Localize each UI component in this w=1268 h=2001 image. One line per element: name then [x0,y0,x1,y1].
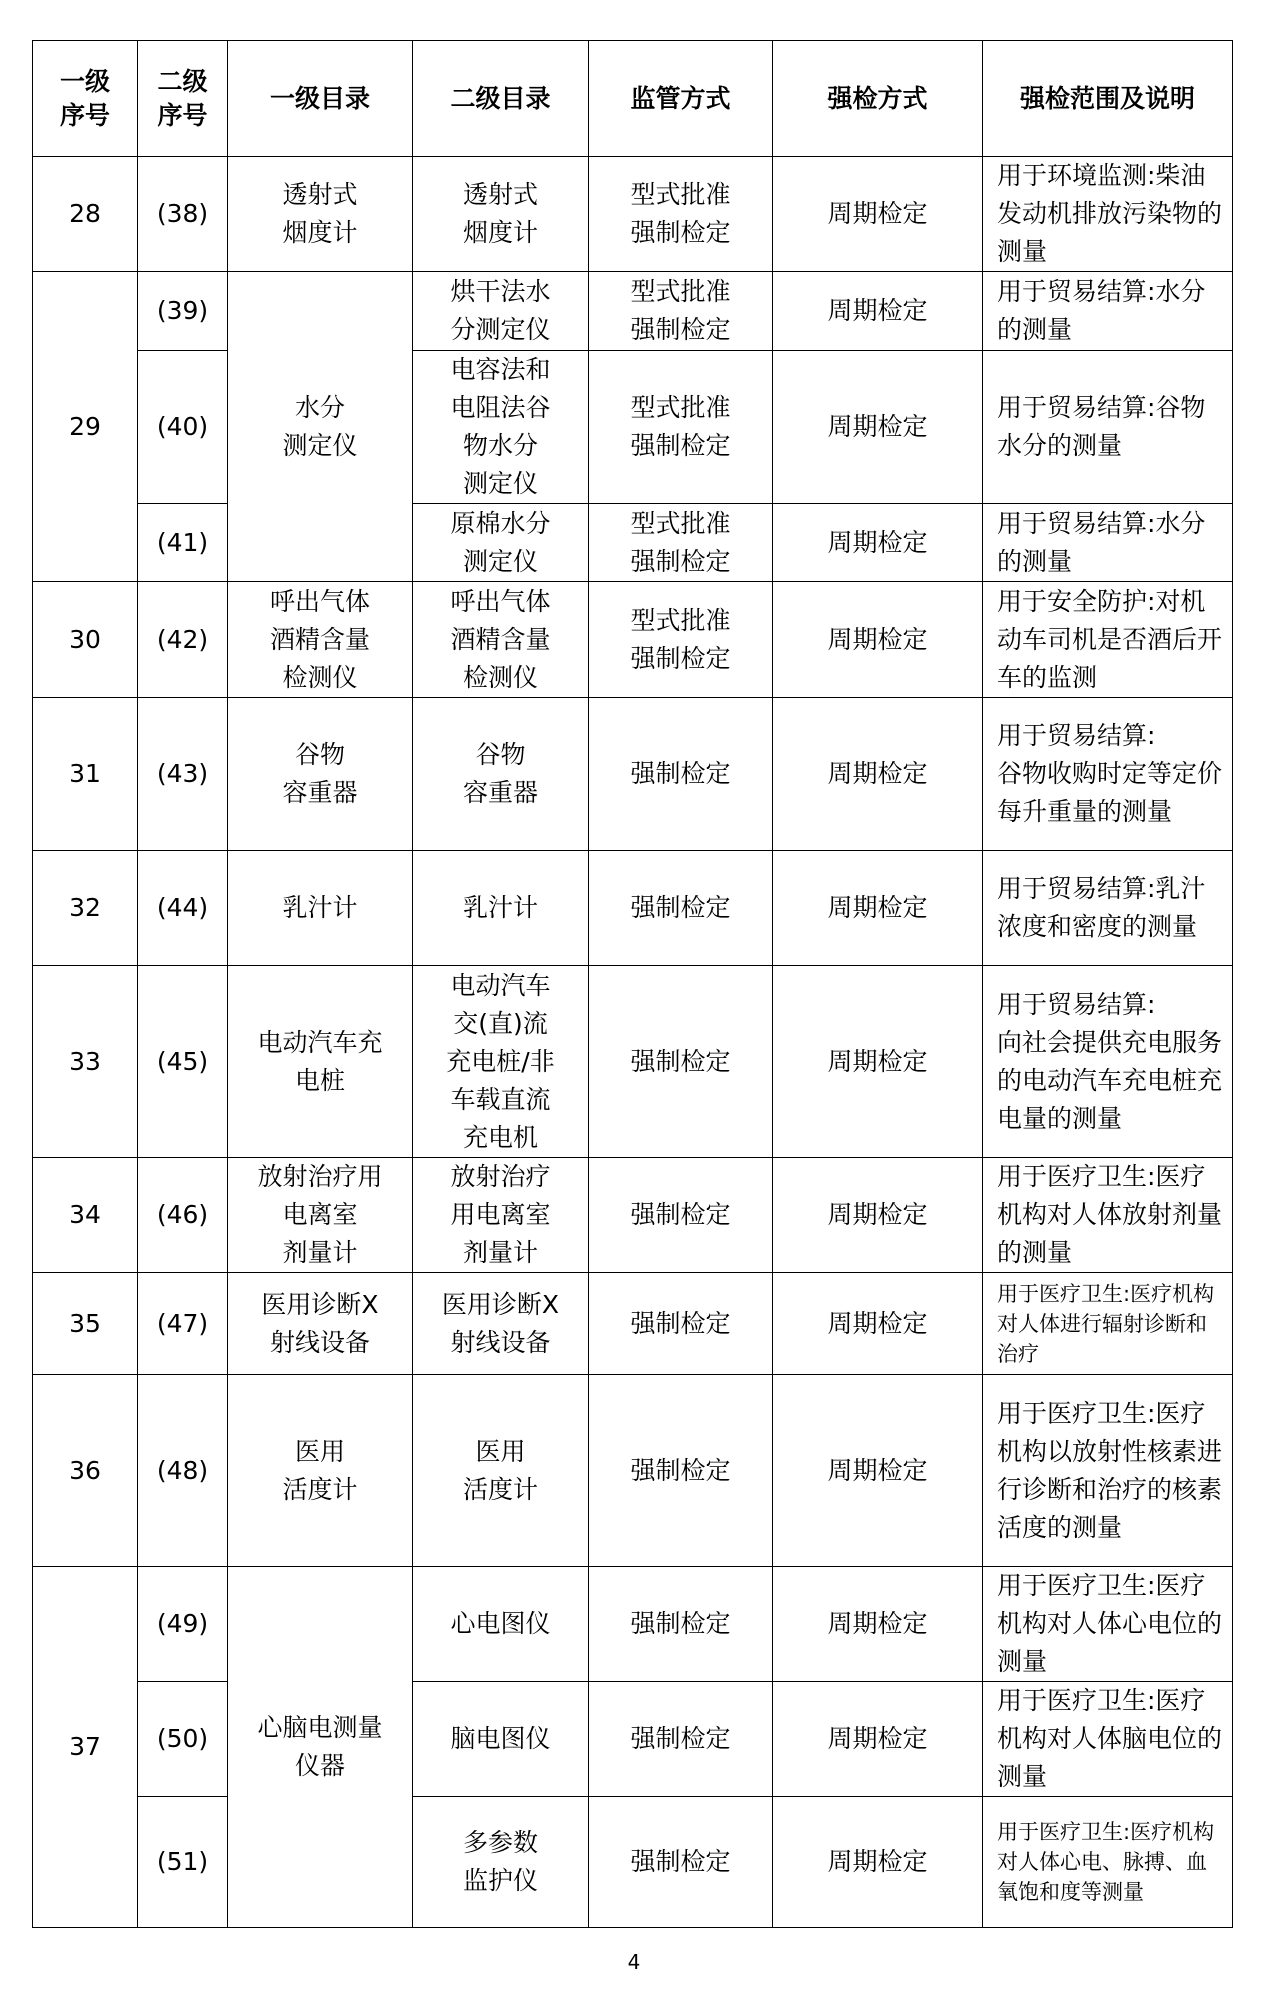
level1-no-cell: 29 [33,272,138,582]
level1-catalog-cell: 乳汁计 [228,851,413,966]
level1-no-cell: 32 [33,851,138,966]
level2-catalog-cell: 脑电图仪 [413,1682,589,1797]
level1-catalog-cell: 心脑电测量 仪器 [228,1567,413,1928]
regulation-method-cell: 强制检定 [589,1797,773,1928]
inspection-method-cell: 周期检定 [773,351,983,504]
level2-no-cell: (46) [138,1158,228,1273]
level1-no-cell: 31 [33,698,138,851]
table-row [33,504,1233,582]
header-regulation-method: 监管方式 [589,41,773,157]
level2-no-cell: (41) [138,504,228,582]
level2-no-cell: (47) [138,1273,228,1375]
level1-catalog-cell: 透射式 烟度计 [228,157,413,272]
inspection-method-cell: 周期检定 [773,1158,983,1273]
level1-catalog-cell: 医用诊断X 射线设备 [228,1273,413,1375]
regulation-method-cell: 型式批准 强制检定 [589,504,773,582]
inspection-method-cell: 周期检定 [773,698,983,851]
scope-description-cell: 用于医疗卫生:医疗机构对人体进行辐射诊断和治疗 [983,1273,1233,1375]
scope-description-cell: 用于安全防护:对机动车司机是否酒后开车的监测 [983,582,1233,698]
header-level1-catalog: 一级目录 [228,41,413,157]
scope-description-cell: 用于医疗卫生:医疗机构对人体放射剂量的测量 [983,1158,1233,1273]
regulation-method-cell: 强制检定 [589,1682,773,1797]
level2-no-cell: (43) [138,698,228,851]
scope-description-cell: 用于医疗卫生:医疗机构对人体心电、脉搏、血氧饱和度等测量 [983,1797,1233,1928]
level1-no-cell: 30 [33,582,138,698]
instrument-catalog-table [32,40,1233,1928]
inspection-method-cell: 周期检定 [773,1375,983,1567]
regulation-method-cell: 强制检定 [589,698,773,851]
scope-description-cell: 用于贸易结算: 向社会提供充电服务的电动汽车充电桩充电量的测量 [983,966,1233,1158]
regulation-method-cell: 强制检定 [589,1375,773,1567]
table-row [33,966,1233,1158]
level1-catalog-cell: 水分 测定仪 [228,272,413,582]
table-row [33,1682,1233,1797]
header-scope-description: 强检范围及说明 [983,41,1233,157]
table-row [33,851,1233,966]
header-inspection-method: 强检方式 [773,41,983,157]
inspection-method-cell: 周期检定 [773,1273,983,1375]
page-number: 4 [627,1950,641,1974]
regulation-method-cell: 强制检定 [589,851,773,966]
inspection-method-cell: 周期检定 [773,582,983,698]
level2-no-cell: (44) [138,851,228,966]
table-row [33,698,1233,851]
regulation-method-cell: 强制检定 [589,1273,773,1375]
level1-catalog-cell: 谷物 容重器 [228,698,413,851]
header-level2-catalog: 二级目录 [413,41,589,157]
scope-description-cell: 用于贸易结算:水分的测量 [983,272,1233,351]
level2-catalog-cell: 电容法和 电阻法谷 物水分 测定仪 [413,351,589,504]
level1-no-cell: 33 [33,966,138,1158]
level2-no-cell: (42) [138,582,228,698]
level2-catalog-cell: 原棉水分 测定仪 [413,504,589,582]
level1-no-cell: 35 [33,1273,138,1375]
scope-description-cell: 用于贸易结算: 谷物收购时定等定价每升重量的测量 [983,698,1233,851]
table-row [33,157,1233,272]
level2-no-cell: (45) [138,966,228,1158]
regulation-method-cell: 强制检定 [589,1158,773,1273]
inspection-method-cell: 周期检定 [773,1567,983,1682]
level2-catalog-cell: 医用 活度计 [413,1375,589,1567]
inspection-method-cell: 周期检定 [773,272,983,351]
level2-catalog-cell: 谷物 容重器 [413,698,589,851]
table-row [33,1158,1233,1273]
inspection-method-cell: 周期检定 [773,504,983,582]
level1-catalog-cell: 呼出气体 酒精含量 检测仪 [228,582,413,698]
header-row [33,41,1233,157]
level2-no-cell: (40) [138,351,228,504]
level2-catalog-cell: 乳汁计 [413,851,589,966]
scope-description-cell: 用于环境监测:柴油发动机排放污染物的测量 [983,157,1233,272]
level2-no-cell: (51) [138,1797,228,1928]
level1-no-cell: 36 [33,1375,138,1567]
level2-catalog-cell: 电动汽车 交(直)流 充电桩/非 车载直流 充电机 [413,966,589,1158]
inspection-method-cell: 周期检定 [773,966,983,1158]
table-row [33,582,1233,698]
level2-catalog-cell: 多参数 监护仪 [413,1797,589,1928]
inspection-method-cell: 周期检定 [773,157,983,272]
level2-catalog-cell: 放射治疗 用电离室 剂量计 [413,1158,589,1273]
table-row [33,1375,1233,1567]
table-row [33,1797,1233,1928]
level1-catalog-cell: 放射治疗用 电离室 剂量计 [228,1158,413,1273]
regulation-method-cell: 型式批准 强制检定 [589,582,773,698]
level2-no-cell: (49) [138,1567,228,1682]
level2-no-cell: (38) [138,157,228,272]
level1-no-cell: 28 [33,157,138,272]
level2-no-cell: (39) [138,272,228,351]
regulation-method-cell: 强制检定 [589,966,773,1158]
level1-catalog-cell: 电动汽车充 电桩 [228,966,413,1158]
table-row [33,1567,1233,1682]
header-level2-no: 二级 序号 [138,41,228,157]
scope-description-cell: 用于贸易结算:乳汁浓度和密度的测量 [983,851,1233,966]
level2-no-cell: (48) [138,1375,228,1567]
regulation-method-cell: 型式批准 强制检定 [589,351,773,504]
table-body [33,157,1233,1928]
table-row [33,351,1233,504]
regulation-method-cell: 型式批准 强制检定 [589,157,773,272]
level2-catalog-cell: 呼出气体 酒精含量 检测仪 [413,582,589,698]
scope-description-cell: 用于贸易结算:水分的测量 [983,504,1233,582]
regulation-method-cell: 型式批准 强制检定 [589,272,773,351]
level1-no-cell: 37 [33,1567,138,1928]
level2-catalog-cell: 心电图仪 [413,1567,589,1682]
inspection-method-cell: 周期检定 [773,1682,983,1797]
level2-catalog-cell: 医用诊断X 射线设备 [413,1273,589,1375]
header-level1-no: 一级 序号 [33,41,138,157]
scope-description-cell: 用于医疗卫生:医疗机构对人体脑电位的测量 [983,1682,1233,1797]
level1-catalog-cell: 医用 活度计 [228,1375,413,1567]
scope-description-cell: 用于贸易结算:谷物水分的测量 [983,351,1233,504]
level2-no-cell: (50) [138,1682,228,1797]
table-row [33,1273,1233,1375]
scope-description-cell: 用于医疗卫生:医疗机构以放射性核素进行诊断和治疗的核素活度的测量 [983,1375,1233,1567]
regulation-method-cell: 强制检定 [589,1567,773,1682]
inspection-method-cell: 周期检定 [773,851,983,966]
level2-catalog-cell: 烘干法水 分测定仪 [413,272,589,351]
level2-catalog-cell: 透射式 烟度计 [413,157,589,272]
inspection-method-cell: 周期检定 [773,1797,983,1928]
scope-description-cell: 用于医疗卫生:医疗机构对人体心电位的测量 [983,1567,1233,1682]
table-row [33,272,1233,351]
level1-no-cell: 34 [33,1158,138,1273]
